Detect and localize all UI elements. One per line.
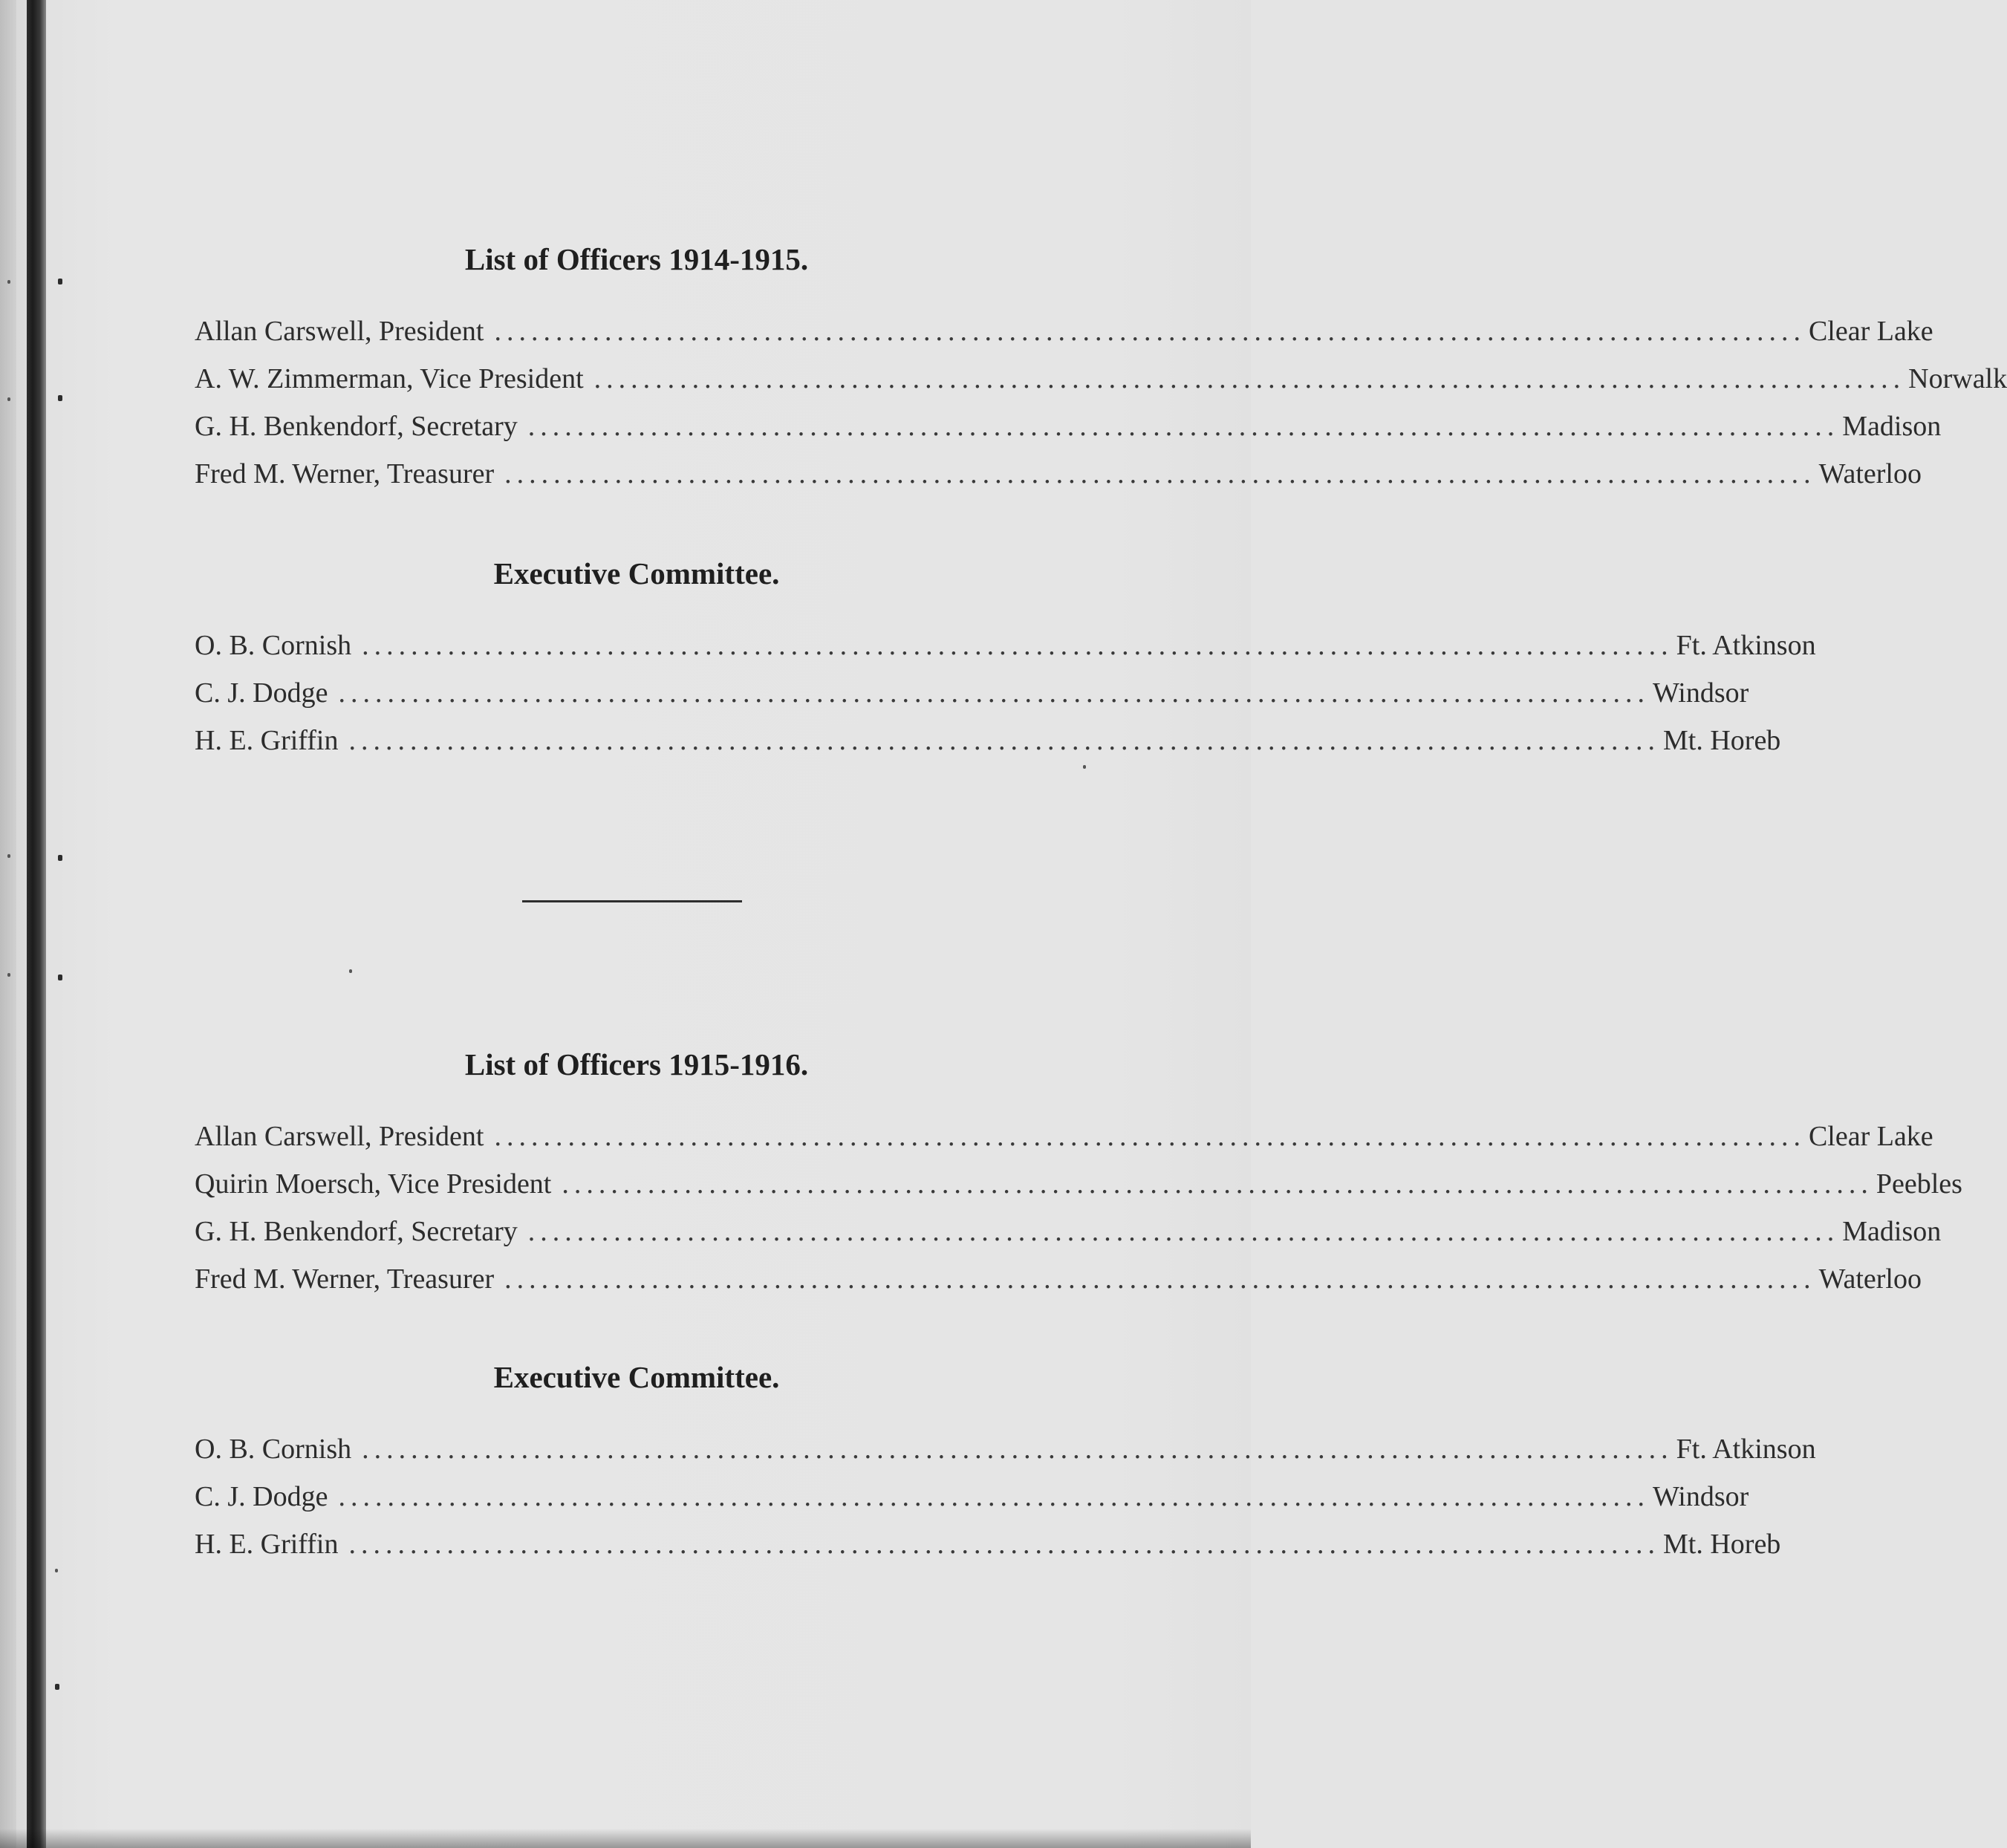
dot-leader: ........................................................................................................... [348, 725, 1660, 756]
margin-speck [7, 854, 10, 858]
executive-committee-1914-section [195, 553, 1816, 772]
dot-leader: ........................................................................................................... [338, 677, 1650, 709]
officer-location: Madison [1842, 1216, 1942, 1247]
dot-leader: ........................................................................................................... [504, 1263, 1816, 1295]
list-item [195, 458, 1922, 505]
dot-leader: ........................................................................................................... [527, 411, 1840, 442]
dot-leader: ........................................................................................................... [527, 1216, 1840, 1247]
member-name: H. E. Griffin [195, 725, 339, 756]
dot-leader: ........................................................................................................... [494, 316, 1806, 347]
dot-leader: ........................................................................................................... [362, 630, 1673, 661]
dot-leader: ........................................................................................................... [562, 1168, 1873, 1200]
list-item [195, 410, 1942, 458]
dot-leader: ........................................................................................................... [348, 1529, 1660, 1560]
officers-1914-1915-section [195, 239, 2007, 505]
officer-location: Clear Lake [1808, 1121, 1933, 1152]
section-divider-rule [522, 900, 742, 902]
list-item [195, 629, 1816, 677]
officer-name: Allan Carswell, President [195, 1121, 484, 1152]
member-location: Mt. Horeb [1663, 1529, 1781, 1560]
officer-location: Peebles [1876, 1168, 1962, 1200]
margin-speck [55, 1684, 59, 1690]
officer-name: Fred M. Werner, Treasurer [195, 1263, 495, 1295]
officer-location: Madison [1842, 411, 1942, 442]
list-item [195, 1215, 1942, 1263]
section-title: Executive Committee. [493, 1360, 780, 1394]
margin-speck [55, 1569, 58, 1572]
list-item [195, 724, 1781, 772]
officer-name: G. H. Benkendorf, Secretary [195, 411, 518, 442]
list-item [195, 1480, 1749, 1528]
member-name: O. B. Cornish [195, 1434, 352, 1465]
dot-leader: ........................................................................................................... [338, 1481, 1650, 1512]
section-title: List of Officers 1915-1916. [464, 1047, 809, 1081]
officer-location: Waterloo [1818, 458, 1922, 489]
list-item [195, 1120, 1933, 1168]
officer-location: Waterloo [1818, 1263, 1922, 1295]
list-item [195, 1528, 1781, 1575]
margin-speck [1083, 765, 1086, 769]
list-item [195, 315, 1933, 362]
margin-speck [7, 280, 10, 284]
list-item [195, 1263, 1922, 1310]
member-location: Windsor [1652, 677, 1749, 709]
committee-list [195, 629, 1816, 772]
officer-list [195, 1120, 1962, 1310]
list-item [195, 362, 2007, 410]
margin-speck [58, 855, 62, 861]
member-location: Mt. Horeb [1663, 725, 1781, 756]
officer-list [195, 315, 2007, 505]
officer-name: Allan Carswell, President [195, 316, 484, 347]
executive-committee-1915-section [195, 1357, 1816, 1575]
section-title: Executive Committee. [493, 556, 780, 590]
officer-name: Fred M. Werner, Treasurer [195, 458, 495, 489]
officer-name: G. H. Benkendorf, Secretary [195, 1216, 518, 1247]
committee-list [195, 1433, 1816, 1575]
binding-edge [0, 0, 16, 1848]
list-item [195, 1433, 1816, 1480]
officer-name: A. W. Zimmerman, Vice President [195, 363, 584, 394]
dot-leader: ........................................................................................................... [494, 1121, 1806, 1152]
list-item [195, 677, 1749, 724]
member-name: C. J. Dodge [195, 677, 328, 709]
book-spine-shadow [27, 0, 46, 1848]
officer-name: Quirin Moersch, Vice President [195, 1168, 552, 1200]
page-bottom-shadow [0, 1829, 1251, 1848]
margin-speck [7, 973, 10, 977]
margin-speck [58, 395, 62, 401]
margin-speck [349, 969, 352, 973]
member-name: C. J. Dodge [195, 1481, 328, 1512]
dot-leader: ........................................................................................................... [504, 458, 1816, 489]
officer-location: Norwalk [1908, 363, 2007, 394]
member-location: Ft. Atkinson [1676, 630, 1816, 661]
member-location: Windsor [1652, 1481, 1749, 1512]
margin-speck [58, 279, 62, 284]
list-item [195, 1168, 1962, 1215]
officer-location: Clear Lake [1808, 316, 1933, 347]
section-title: List of Officers 1914-1915. [464, 242, 809, 276]
member-name: O. B. Cornish [195, 630, 352, 661]
member-location: Ft. Atkinson [1676, 1434, 1816, 1465]
member-name: H. E. Griffin [195, 1529, 339, 1560]
margin-speck [58, 975, 62, 980]
margin-speck [7, 397, 10, 401]
dot-leader: ........................................................................................................... [593, 363, 1906, 394]
dot-leader: ........................................................................................................... [362, 1434, 1673, 1465]
officers-1915-1916-section [195, 1044, 1962, 1310]
